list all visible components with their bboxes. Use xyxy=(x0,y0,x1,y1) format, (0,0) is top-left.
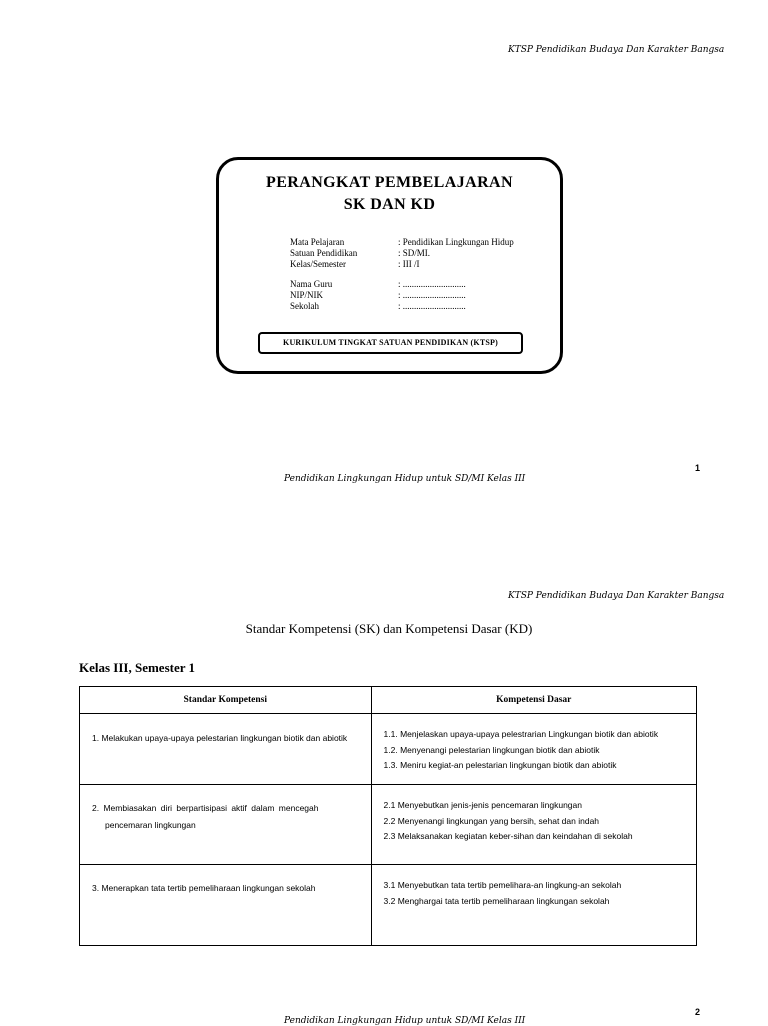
info-label: Sekolah xyxy=(290,301,319,311)
kd-text: 3.1 Menyebutkan tata tertib pemelihara-an lingkung-an sekolah xyxy=(383,880,622,890)
info-label: Satuan Pendidikan xyxy=(290,248,358,258)
info-value: : ............................ xyxy=(398,301,466,311)
kd-text: 2.3 Melaksanakan kegiatan keber-sihan dan keindahan di sekolah xyxy=(383,831,633,841)
page-number-1: 1 xyxy=(695,463,701,473)
kd-cell xyxy=(371,714,696,785)
info-value: : ............................ xyxy=(398,290,466,300)
kd-text: 1.1. Menjelaskan upaya-upaya pelestrarian Lingkungan biotik dan abiotik xyxy=(383,729,659,739)
column-header-sk: Standar Kompetensi xyxy=(80,687,372,714)
sk-cell xyxy=(80,714,372,785)
table-row xyxy=(80,785,697,865)
page2-footer: Pendidikan Lingkungan Hidup untuk SD/MI Kelas III xyxy=(284,1016,526,1026)
page2-header: KTSP Pendidikan Budaya Dan Karakter Bangsa xyxy=(508,591,725,601)
info-label: Nama Guru xyxy=(290,279,333,289)
table-header-row xyxy=(80,687,697,714)
ktsp-box: KURIKULUM TINGKAT SATUAN PENDIDIKAN (KTSP) xyxy=(258,332,523,354)
sk-text: 3. Menerapkan tata tertib pemeliharaan lingkungan sekolah xyxy=(92,883,316,893)
page2-title: Standar Kompetensi (SK) dan Kompetensi Dasar (KD) xyxy=(245,621,533,636)
info-value: : SD/MI. xyxy=(398,248,431,258)
cover-info xyxy=(290,237,550,317)
info-label: Kelas/Semester xyxy=(290,259,346,269)
kd-text: 1.2. Menyenangi pelestarian lingkungan biotik dan abiotik xyxy=(383,745,600,755)
info-label: Mata Pelajaran xyxy=(290,237,345,247)
sk-cell xyxy=(80,785,372,865)
info-label: NIP/NIK xyxy=(290,290,323,300)
cover-title: PERANGKAT PEMBELAJARAN xyxy=(266,174,513,191)
kd-text: 2.2 Menyenangi lingkungan yang bersih, sehat dan indah xyxy=(383,816,600,826)
column-header-kd: Kompetensi Dasar xyxy=(371,687,696,714)
kelas-semester: Kelas III, Semester 1 xyxy=(79,660,196,675)
page1-header: KTSP Pendidikan Budaya Dan Karakter Bangsa xyxy=(508,45,725,55)
sk-text: pencemaran lingkungan xyxy=(105,820,196,830)
sk-text: 2. Membiasakan diri berpartisipasi aktif dalam mencegah xyxy=(92,803,319,813)
sk-text: 1. Melakukan upaya-upaya pelestarian lingkungan biotik dan abiotik xyxy=(92,733,348,743)
kd-text: 3.2 Menghargai tata tertib pemeliharaan lingkungan sekolah xyxy=(383,896,610,906)
info-value: : ............................ xyxy=(398,279,466,289)
kd-cell xyxy=(371,785,696,865)
kd-text: 2.1 Menyebutkan jenis-jenis pencemaran lingkungan xyxy=(383,800,582,810)
page1-footer: Pendidikan Lingkungan Hidup untuk SD/MI Kelas III xyxy=(284,474,526,484)
page-number-2: 2 xyxy=(695,1007,701,1017)
info-value: : III /I xyxy=(398,259,420,269)
cover-subtitle: SK DAN KD xyxy=(343,196,436,213)
kd-cell xyxy=(371,865,696,946)
sk-cell xyxy=(80,865,372,946)
sk-kd-table xyxy=(79,686,697,946)
info-value: : Pendidikan Lingkungan Hidup xyxy=(398,237,514,247)
kd-text: 1.3. Meniru kegiat-an pelestarian lingkungan biotik dan abiotik xyxy=(383,760,617,770)
table-row xyxy=(80,714,697,785)
table-row xyxy=(80,865,697,946)
